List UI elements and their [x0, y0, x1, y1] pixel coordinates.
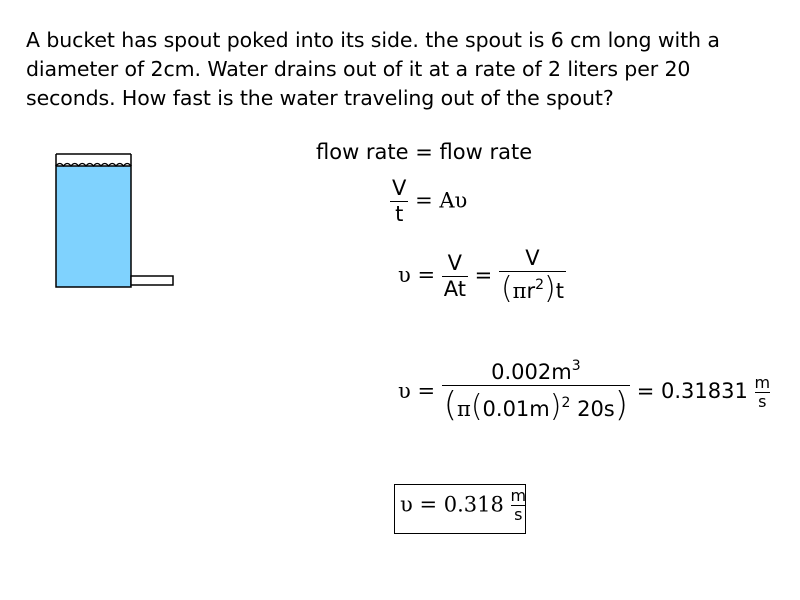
fraction-denominator: At: [443, 276, 466, 301]
unit-denominator: s: [514, 505, 523, 524]
result-value: = 0.31831: [636, 379, 748, 403]
spout: [131, 276, 173, 285]
close-paren: ): [544, 271, 556, 306]
equation-volume-rate: [390, 178, 467, 225]
open-paren: (: [500, 271, 513, 306]
fraction-numerator: V: [447, 250, 463, 275]
fraction-numerator: [461, 358, 611, 384]
equation-lhs: υ =: [398, 379, 436, 403]
fraction-v-over-at: [442, 250, 468, 301]
exponent: 3: [571, 358, 581, 374]
fraction-denominator: [499, 271, 566, 306]
exponent: 2: [561, 395, 571, 411]
unit-m-per-s: [511, 488, 527, 523]
equals-sign: =: [474, 263, 493, 287]
pi-symbol: π: [512, 279, 527, 303]
open-paren: (: [443, 385, 457, 425]
fraction-denominator: t: [395, 202, 404, 226]
equation-rhs: = Aυ: [415, 188, 468, 213]
bucket-outline: [56, 154, 131, 287]
problem-statement: A bucket has spout poked into its side. the spout is 6 cm long with a diameter of 2cm. Water drains out of it at a rate of 2 liters per 20 seconds. How fast is the water traveling out of the spout?: [26, 28, 720, 110]
final-answer: [400, 488, 526, 523]
equation-numeric-substitution: [398, 358, 771, 425]
fraction-denominator: [442, 385, 630, 425]
equation-velocity-solved: [398, 248, 566, 304]
close-paren: ): [549, 389, 562, 424]
unit-m-per-s: [754, 372, 771, 411]
time-value: 20s: [577, 397, 615, 421]
unit-numerator: m: [754, 372, 771, 392]
time-symbol: t: [555, 279, 564, 303]
fraction-v-over-pi-r-squared-t: [499, 248, 566, 304]
answer-value: υ = 0.318: [400, 492, 504, 517]
exponent: 2: [535, 277, 545, 293]
fraction-numerator: V: [392, 176, 407, 200]
fraction-numeric: [442, 358, 630, 425]
fraction-numerator: V: [525, 246, 540, 270]
fraction-v-over-t: [390, 178, 408, 225]
fraction-bar: [442, 385, 630, 386]
radius-value: 0.01m: [482, 397, 550, 421]
radius-symbol: r: [526, 279, 536, 303]
water-fill: [56, 166, 131, 287]
unit-denominator: s: [758, 391, 767, 411]
equation-flow-rate: flow rate = flow rate: [316, 140, 533, 164]
pi-symbol: π: [457, 397, 471, 421]
volume-value: 0.002m: [491, 360, 572, 384]
close-paren: ): [614, 385, 629, 425]
unit-numerator: m: [510, 486, 527, 505]
bucket-diagram: [48, 146, 182, 292]
equation-lhs: υ =: [398, 263, 436, 287]
open-paren: (: [470, 389, 483, 424]
